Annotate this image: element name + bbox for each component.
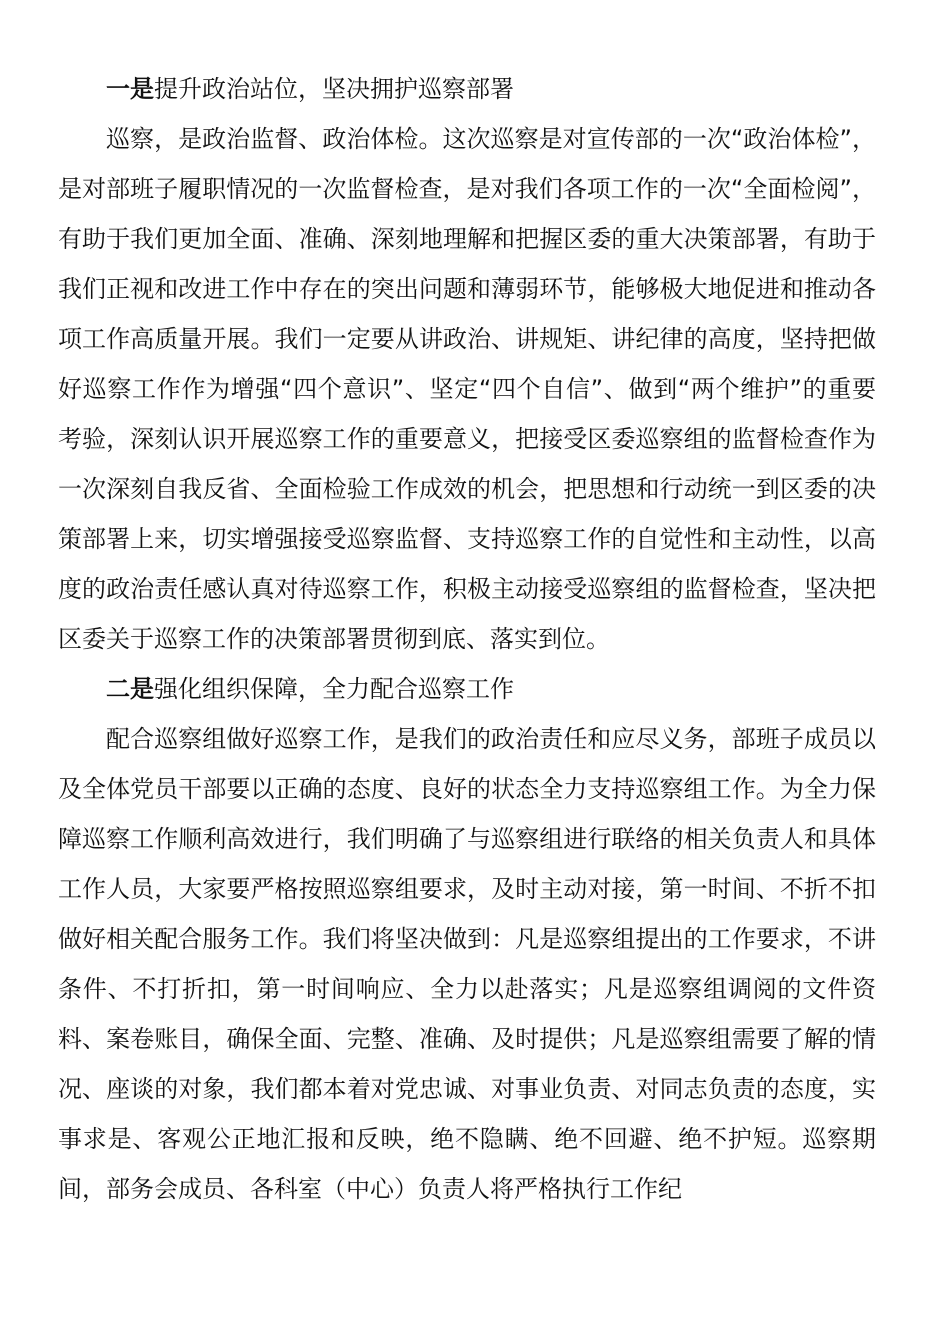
section-heading-2 bbox=[58, 664, 876, 714]
document-page bbox=[58, 64, 876, 1214]
section-heading-1 bbox=[58, 64, 876, 114]
section-heading-2-lead: 二是 bbox=[106, 675, 154, 703]
section-heading-1-lead: 一是 bbox=[106, 75, 154, 103]
section-body-1: 巡察，是政治监督、政治体检。这次巡察是对宣传部的一次“政治体检”，是对部班子履职情况的一次监督检查，是对我们各项工作的一次“全面检阅”，有助于我们更加全面、准确、深刻地理解和把握区委的重大决策部署，有助于我们正视和改进工作中存在的突出问题和薄弱环节，能够极大地促进和推动各项工作高质量开展。我们一定要从讲政治、讲规矩、讲纪律的高度，坚持把做好巡察工作作为增强“四个意识”、坚定“四个自信”、做到“两个维护”的重要考验，深刻认识开展巡察工作的重要意义，把接受区委巡察组的监督检查作为一次深刻自我反省、全面检验工作成效的机会，把思想和行动统一到区委的决策部署上来，切实增强接受巡察监督、支持巡察工作的自觉性和主动性，以高度的政治责任感认真对待巡察工作，积极主动接受巡察组的监督检查，坚决把区委关于巡察工作的决策部署贯彻到底、落实到位。 bbox=[58, 125, 876, 653]
section-body-2: 配合巡察组做好巡察工作，是我们的政治责任和应尽义务，部班子成员以及全体党员干部要以正确的态度、良好的状态全力支持巡察组工作。为全力保障巡察工作顺利高效进行，我们明确了与巡察组进行联络的相关负责人和具体工作人员，大家要严格按照巡察组要求，及时主动对接，第一时间、不折不扣做好相关配合服务工作。我们将坚决做到：凡是巡察组提出的工作要求，不讲条件、不打折扣，第一时间响应、全力以赴落实；凡是巡察组调阅的文件资料、案卷账目，确保全面、完整、准确、及时提供；凡是巡察组需要了解的情况、座谈的对象，我们都本着对党忠诚、对事业负责、对同志负责的态度，实事求是、客观公正地汇报和反映，绝不隐瞒、绝不回避、绝不护短。巡察期间，部务会成员、各科室（中心）负责人将严格执行工作纪 bbox=[58, 725, 876, 1203]
section-heading-1-text: 提升政治站位，坚决拥护巡察部署 bbox=[154, 75, 514, 103]
section-heading-2-text: 强化组织保障，全力配合巡察工作 bbox=[154, 675, 514, 703]
